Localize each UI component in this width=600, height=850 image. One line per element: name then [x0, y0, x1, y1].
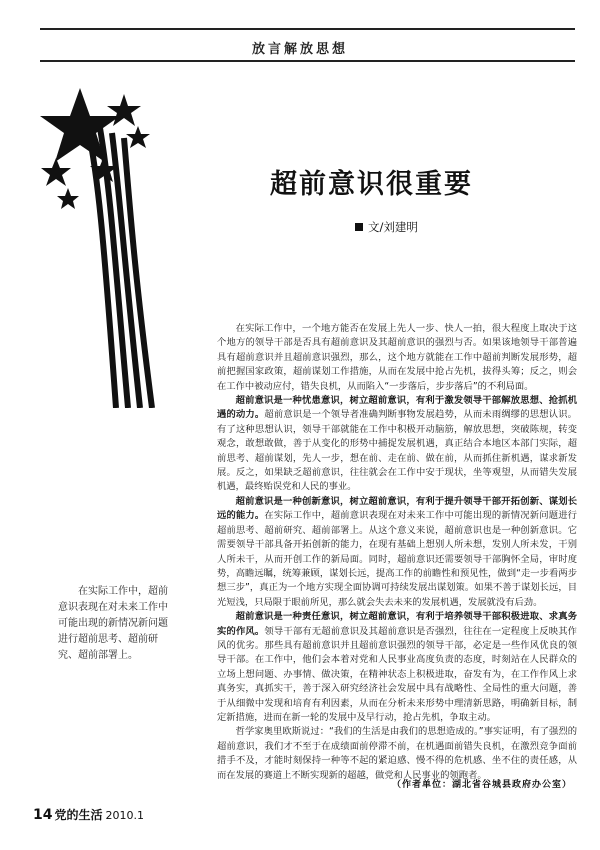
pull-quote	[58, 584, 176, 664]
paragraph-text: 在实际工作中，一个地方能否在发展上先人一步、快人一拍，很大程度上取决于这个地方的领导干部是否具有超前意识及其超前意识的强烈与否。如果该地领导干部普遍具有超前意识并且超前意识强烈，那么，这个地方就能在工作中超前判断发展形势，超前把握国家政策，超前谋划工作措施，从而在发展中抢占先机，拔得头筹；反之，则会在工作中被动应付，错失良机，从而陷入“一步落后，步步落后”的不利局面。	[217, 323, 577, 392]
paragraph-lead: 超前意识是一种责任意识，树立超前意识，有利于培养领导干部积极进取、求真务实的作风。	[217, 611, 577, 637]
magazine-name: 党的生活	[54, 808, 103, 822]
paragraph-text: 在实际工作中，超前意识表现在对未来工作中可能出现的新情况新问题进行超前思考、超前研究、超前部署上。从这个意义来说，超前意识也是一种创新意识。它需要领导干部具备开拓创新的能力，在现有基础上想别人所未想，发别人所未发，干别人所未干，从而开创工作的新局面。同时，超前意识还需要领导干部胸怀全局，审时度势，高瞻远瞩，统筹兼顾，谋划长远，提高工作的前瞻性和预见性，做到“走一步看两步想三步”，真正为一个地方实现全面协调可持续发展出谋划策。如果不善于谋划长远，目光短浅，只局限于眼前所见，那么就会失去未来的发展机遇，发展就没有后劲。	[217, 510, 577, 608]
article-body	[217, 322, 577, 783]
paragraph	[217, 495, 577, 610]
pull-quote-text: 在实际工作中，超前意识表现在对未来工作中可能出现的新情况新问题进行超前思考、超前研究、超前部署上。	[58, 586, 168, 661]
paragraph	[217, 322, 577, 394]
issue-number: 2010.1	[105, 809, 144, 822]
paragraph-text: 领导干部有无超前意识及其超前意识是否强烈，往往在一定程度上反映其作风的优劣。那些具有超前意识并且超前意识强烈的领导干部，必定是一些作风优良的领导干部。在工作中，他们会本着对党和人民事业高度负责的态度，时刻站在人民群众的立场上想问题、办事情、做决策，在精神状态上积极进取，奋发有为，在工作作风上求真务实，真抓实干，善于深入研究经济社会发展中具有战略性、全局性的重大问题，善于从细微中发现和培育有利因素，从而在分析未来形势中理清新思路，明确新目标，制定新措施，进而在新一轮的发展中及早行动，抢占先机，争取主动。	[217, 625, 577, 723]
paragraph-text: 哲学家奥里欧斯说过：“我们的生活是由我们的思想造成的。”事实证明，有了强烈的超前意识，我们才不至于在成绩面前停滞不前，在机遇面前错失良机，在激烈竞争面前措手不及，才能时刻保持一种等不起的紧迫感、慢不得的危机感、坐不住的责任感，从而在发展的赛道上不断实现新的超越，做党和人民事业的领跑者。	[217, 726, 577, 781]
paragraph-text: 超前意识是一个领导者准确判断事物发展趋势，从而未雨绸缪的思想认识。有了这种思想认识，领导干部就能在工作中积极开动脑筋，解放思想，突破陈规，转变观念，敢想敢做，善于从变化的形势中捕捉发展机遇，真正结合本地区本部门实际，超前思考、超前谋划，先人一步，想在前、走在前、做在前，从而抓住新机遇，谋求新发展。反之，如果缺乏超前意识，往往就会在工作中安于现状，坐等观望，从而错失发展机遇，最终贻误党和人民的事业。	[217, 409, 577, 493]
author-unit: （作者单位：湖北省谷城县政府办公室）	[391, 780, 572, 790]
header-rule-bottom	[40, 60, 575, 62]
star-icon	[57, 188, 79, 209]
paragraph	[217, 394, 577, 495]
page-footer	[33, 806, 144, 823]
page-number: 14	[33, 807, 53, 823]
large-star-icon	[40, 88, 120, 162]
header-rule-top	[40, 28, 575, 30]
article-title: 超前意识很重要	[270, 169, 473, 200]
paragraph-lead: 超前意识是一种忧患意识，树立超前意识，有利于激发领导干部解放思想、抢抓机遇的动力。	[217, 395, 577, 421]
paragraph	[217, 610, 577, 725]
byline-text: 文/刘建明	[368, 220, 418, 234]
paragraph-lead: 超前意识是一种创新意识，树立超前意识，有利于提升领导干部开拓创新、谋划长远的能力。	[217, 495, 577, 522]
paragraph	[217, 725, 577, 783]
stars-stripes-illustration	[28, 88, 178, 408]
square-bullet-icon	[355, 223, 363, 231]
star-icon	[126, 126, 150, 148]
byline	[355, 219, 418, 235]
star-icon	[41, 158, 71, 186]
column-title: 放言解放思想	[251, 42, 348, 57]
